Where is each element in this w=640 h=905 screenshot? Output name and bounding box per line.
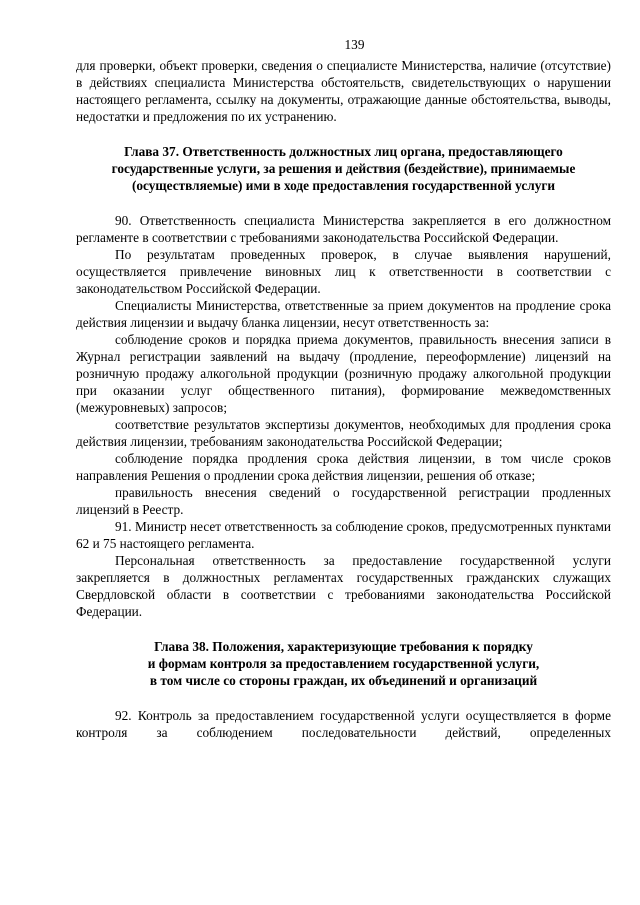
intro-paragraph: для проверки, объект проверки, сведения о специалисте Министерства, наличие (отсутствие) в действиях специалиста Министерства обстоятельств, свидетельствующих о нарушении настоящего регламента, ссылку на документы, отражающие данные обстоятельства, выводы, недостатки и предложения по их устранению. [76,58,611,124]
paragraph-91: 91. Министр несет ответственность за соблюдение сроков, предусмотренных пунктами 62 и 75 настоящего регламента. [76,519,611,551]
paragraph-inspection-results: По результатам проведенных проверок, в случае выявления нарушений, осуществляется привлечение виновных лиц к ответственности в соответствии с законодательством Российской Федерации. [76,247,611,296]
document-page [76,36,611,741]
chapter-37-heading-line: Глава 37. Ответственность должностных лиц органа, предоставляющего [124,144,563,159]
paragraph-registry-entry: правильность внесения сведений о государственной регистрации продленных лицензий в Реестр. [76,485,611,517]
chapter-37-heading-line: государственные услуги, за решения и действия (бездействие), принимаемые [111,161,576,176]
paragraph-examination-results: соответствие результатов экспертизы документов, необходимых для продления срока действия лицензии, требованиям законодательства Российской Федерации; [76,417,611,449]
chapter-37-heading [76,143,611,194]
paragraph-extension-procedure: соблюдение порядка продления срока действия лицензии, в том числе сроков направления Решения о продлении срока действия лицензии, решения об отказе; [76,451,611,483]
paragraph-92: 92. Контроль за предоставлением государственной услуги осуществляется в форме контроля за соблюдением последовательности действий, определенных [76,708,611,740]
page-number: 139 [344,37,365,52]
chapter-37-heading-line: (осуществляемые) ими в ходе предоставления государственной услуги [131,178,556,193]
paragraph-deadlines-compliance: соблюдение сроков и порядка приема документов, правильность внесения записи в Журнал регистрации заявлений на выдачу (продление, переоформление) лицензий на розничную продажу алкогольной продукции (розничную продажу алкогольной продукции при оказании услуг общественного питания), формирование межведомственных (межуровневых) запросов; [76,332,611,415]
chapter-38-heading-line: Глава 38. Положения, характеризующие требования к порядку [154,639,533,654]
paragraph-personal-responsibility: Персональная ответственность за предоставление государственной услуги закрепляется в должностных регламентах государственных гражданских служащих Свердловской области в соответствии с требованиями законодательства Российской Федерации. [76,553,611,619]
paragraph-specialists-responsibility: Специалисты Министерства, ответственные за прием документов на продление срока действия лицензии и выдачу бланка лицензии, несут ответственность за: [76,298,611,330]
chapter-38-heading-line: в том числе со стороны граждан, их объединений и организаций [149,673,538,688]
chapter-38-heading [76,638,611,689]
paragraph-90: 90. Ответственность специалиста Министерства закрепляется в его должностном регламенте в соответствии с требованиями законодательства Российской Федерации. [76,213,611,245]
chapter-38-heading-line: и формам контроля за предоставлением государственной услуги, [147,656,540,671]
